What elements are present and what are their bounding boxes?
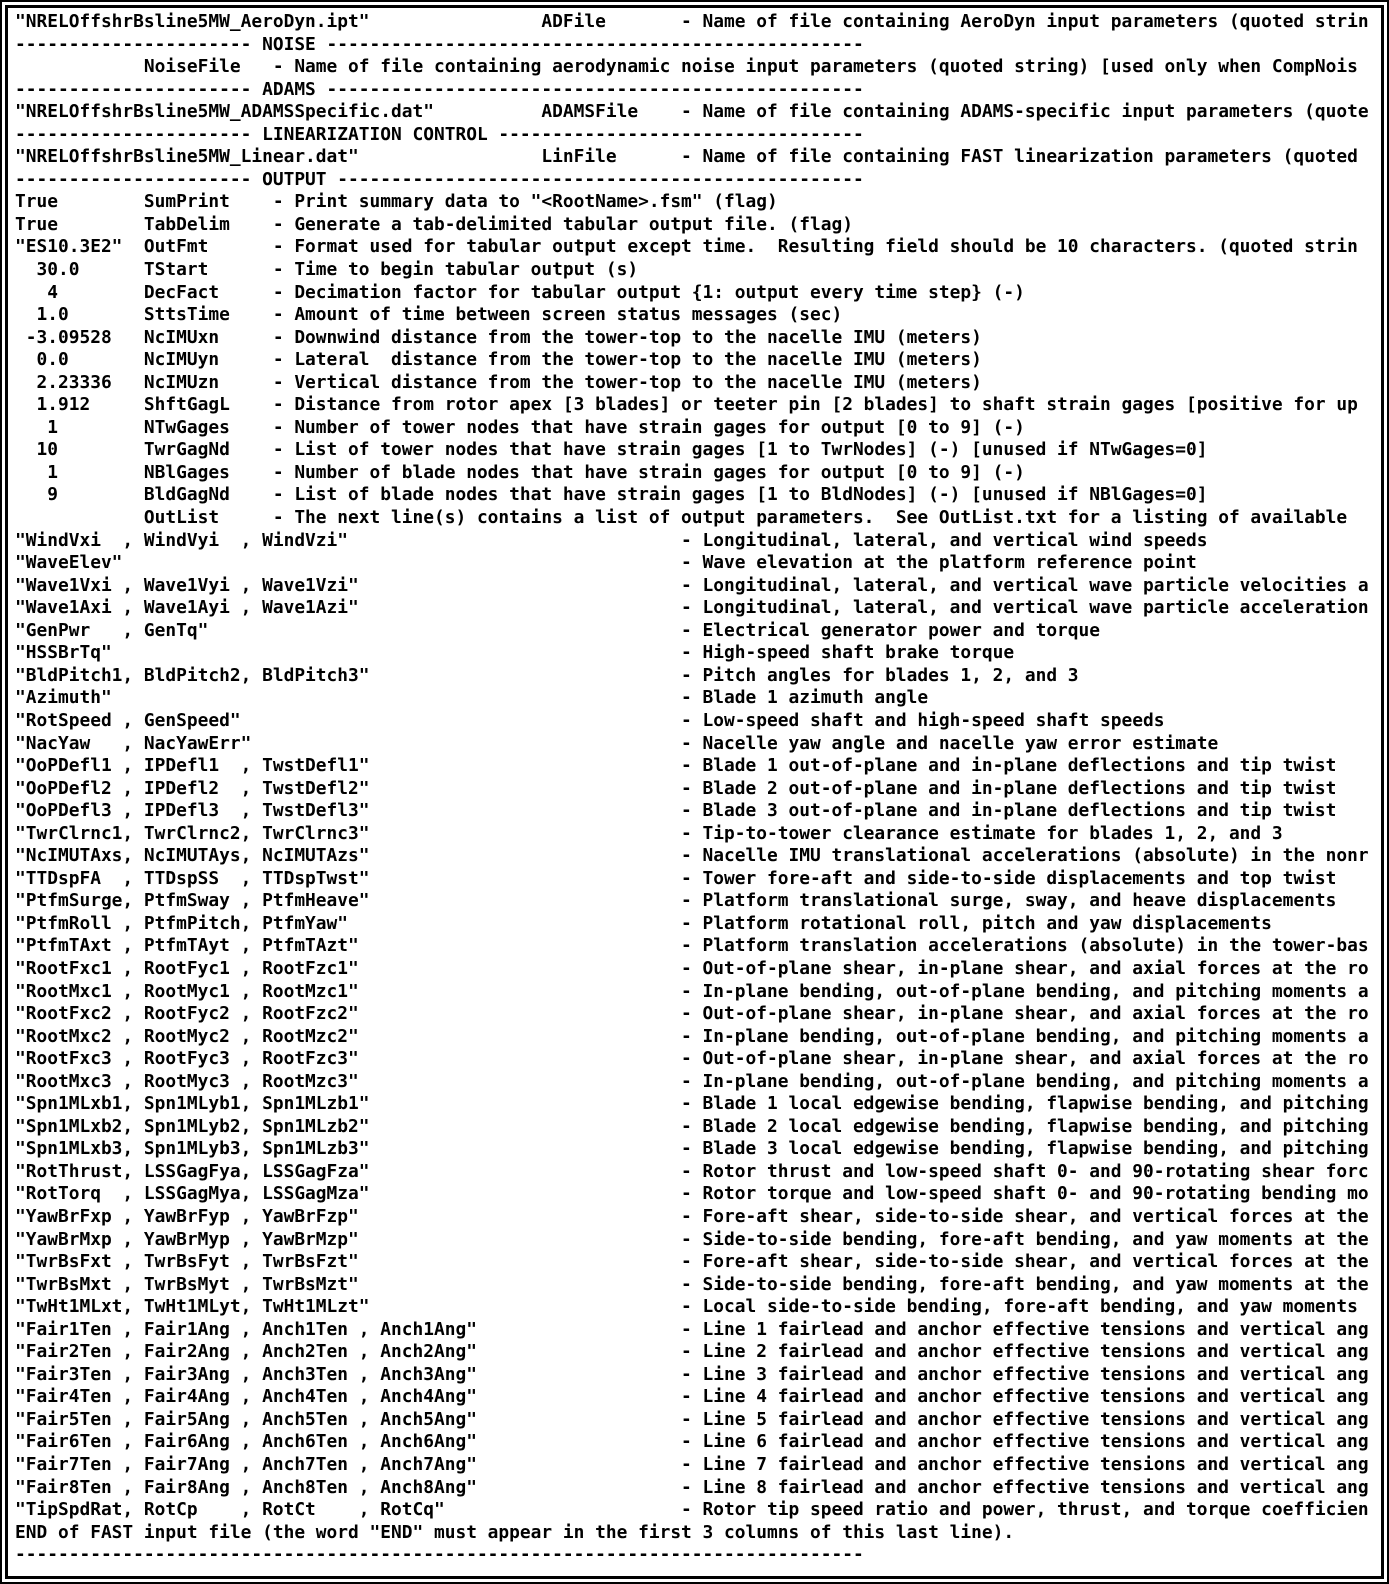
text-line: "TwrBsMxt , TwrBsMyt , TwrBsMzt" - Side-to-side bending, fore-aft bending, and yaw moments at the — [15, 1273, 1369, 1295]
text-line: 1 NBlGages - Number of blade nodes that have strain gages for output [0 to 9] (-) — [15, 461, 1025, 483]
text-line: "NacYaw , NacYawErr" - Nacelle yaw angle and nacelle yaw error estimate — [15, 732, 1219, 754]
text-line: "Fair1Ten , Fair1Ang , Anch1Ten , Anch1Ang" - Line 1 fairlead and anchor effective tensions and vertical ang — [15, 1318, 1369, 1340]
text-line: "Fair2Ten , Fair2Ang , Anch2Ten , Anch2Ang" - Line 2 fairlead and anchor effective tensions and vertical ang — [15, 1341, 1369, 1363]
text-line: -3.09528 NcIMUxn - Downwind distance from the tower-top to the nacelle IMU (meters) — [15, 326, 982, 348]
text-line: "RootMxc2 , RootMyc2 , RootMzc2" - In-plane bending, out-of-plane bending, and pitching moments a — [15, 1025, 1369, 1047]
text-line: "RotThrust, LSSGagFya, LSSGagFza" - Rotor thrust and low-speed shaft 0- and 90-rotating shear forc — [15, 1160, 1369, 1182]
text-line: "BldPitch1, BldPitch2, BldPitch3" - Pitch angles for blades 1, 2, and 3 — [15, 664, 1079, 686]
text-line: ---------------------- NOISE -------------------------------------------------- — [15, 33, 864, 55]
text-line: "Azimuth" - Blade 1 azimuth angle — [15, 687, 929, 709]
text-line: 2.23336 NcIMUzn - Vertical distance from the tower-top to the nacelle IMU (meters) — [15, 371, 982, 393]
text-line: "Fair5Ten , Fair5Ang , Anch5Ten , Anch5Ang" - Line 5 fairlead and anchor effective tensions and vertical ang — [15, 1408, 1369, 1430]
text-line: "Fair8Ten , Fair8Ang , Anch8Ten , Anch8Ang" - Line 8 fairlead and anchor effective tensions and vertical ang — [15, 1476, 1369, 1498]
text-line: True TabDelim - Generate a tab-delimited tabular output file. (flag) — [15, 213, 853, 235]
text-line: "RootMxc3 , RootMyc3 , RootMzc3" - In-plane bending, out-of-plane bending, and pitching moments a — [15, 1070, 1369, 1092]
text-line: "WaveElev" - Wave elevation at the platform reference point — [15, 552, 1197, 574]
text-line: "NRELOffshrBsline5MW_Linear.dat" LinFile - Name of file containing FAST linearization parameters (quoted — [15, 146, 1358, 168]
text-line: "YawBrMxp , YawBrMyp , YawBrMzp" - Side-to-side bending, fore-aft bending, and yaw moments at the — [15, 1228, 1369, 1250]
text-line: "HSSBrTq" - High-speed shaft brake torque — [15, 642, 1015, 664]
text-line: "Spn1MLxb2, Spn1MLyb2, Spn1MLzb2" - Blade 2 local edgewise bending, flapwise bending, and pitching — [15, 1115, 1369, 1137]
text-line: "NRELOffshrBsline5MW_AeroDyn.ipt" ADFile - Name of file containing AeroDyn input parameters (quoted strin — [15, 11, 1369, 32]
document-inner-border — [5, 5, 1384, 1579]
text-line: OutList - The next line(s) contains a list of output parameters. See OutList.txt for a listing of available — [15, 507, 1348, 529]
text-line: "Wave1Axi , Wave1Ayi , Wave1Azi" - Longitudinal, lateral, and vertical wave particle acceleration — [15, 597, 1369, 619]
text-line: 1.0 SttsTime - Amount of time between screen status messages (sec) — [15, 304, 843, 326]
text-line: "RootMxc1 , RootMyc1 , RootMzc1" - In-plane bending, out-of-plane bending, and pitching moments a — [15, 980, 1369, 1002]
text-line: "Spn1MLxb1, Spn1MLyb1, Spn1MLzb1" - Blade 1 local edgewise bending, flapwise bending, and pitching — [15, 1093, 1369, 1115]
text-line: 1 NTwGages - Number of tower nodes that have strain gages for output [0 to 9] (-) — [15, 416, 1025, 438]
fast-input-file-text — [15, 11, 1381, 1567]
text-line: "NRELOffshrBsline5MW_ADAMSSpecific.dat" ADAMSFile - Name of file containing ADAMS-specific input parameters (quote — [15, 101, 1369, 123]
text-line: "Fair4Ten , Fair4Ang , Anch4Ten , Anch4Ang" - Line 4 fairlead and anchor effective tensions and vertical ang — [15, 1386, 1369, 1408]
text-line: 0.0 NcIMUyn - Lateral distance from the tower-top to the nacelle IMU (meters) — [15, 349, 982, 371]
text-line: "TTDspFA , TTDspSS , TTDspTwst" - Tower fore-aft and side-to-side displacements and top twist — [15, 867, 1337, 889]
text-line: "RotTorq , LSSGagMya, LSSGagMza" - Rotor torque and low-speed shaft 0- and 90-rotating bending mo — [15, 1183, 1369, 1205]
text-line: "TipSpdRat, RotCp , RotCt , RotCq" - Rotor tip speed ratio and power, thrust, and torque coefficien — [15, 1499, 1369, 1521]
text-line: "GenPwr , GenTq" - Electrical generator power and torque — [15, 619, 1101, 641]
text-line: 30.0 TStart - Time to begin tabular output (s) — [15, 259, 639, 281]
text-line: "Fair6Ten , Fair6Ang , Anch6Ten , Anch6Ang" - Line 6 fairlead and anchor effective tensions and vertical ang — [15, 1431, 1369, 1453]
text-line: ------------------------------------------------------------------------------- — [15, 1544, 864, 1566]
text-line: NoiseFile - Name of file containing aerodynamic noise input parameters (quoted string) [used only when CompNois — [15, 56, 1358, 78]
text-line: "Wave1Vxi , Wave1Vyi , Wave1Vzi" - Longitudinal, lateral, and vertical wave particle velocities a — [15, 574, 1369, 596]
text-line: "RootFxc2 , RootFyc2 , RootFzc2" - Out-of-plane shear, in-plane shear, and axial forces at the ro — [15, 1003, 1369, 1025]
text-line: "WindVxi , WindVyi , WindVzi" - Longitudinal, lateral, and vertical wind speeds — [15, 529, 1208, 551]
text-line: END of FAST input file (the word "END" must appear in the first 3 columns of this last line). — [15, 1521, 1015, 1543]
text-line: "TwrClrnc1, TwrClrnc2, TwrClrnc3" - Tip-to-tower clearance estimate for blades 1, 2, and 3 — [15, 822, 1283, 844]
text-line: "TwrBsFxt , TwrBsFyt , TwrBsFzt" - Fore-aft shear, side-to-side shear, and vertical forces at the — [15, 1251, 1369, 1273]
text-line: "RotSpeed , GenSpeed" - Low-speed shaft and high-speed shaft speeds — [15, 709, 1165, 731]
text-line: ---------------------- ADAMS -------------------------------------------------- — [15, 78, 864, 100]
text-line: True SumPrint - Print summary data to "<RootName>.fsm" (flag) — [15, 191, 778, 213]
text-line: "PtfmTAxt , PtfmTAyt , PtfmTAzt" - Platform translation accelerations (absolute) in the tower-bas — [15, 935, 1369, 957]
text-line: "OoPDefl3 , IPDefl3 , TwstDefl3" - Blade 3 out-of-plane and in-plane deflections and tip twist — [15, 800, 1337, 822]
text-line: "PtfmRoll , PtfmPitch, PtfmYaw" - Platform rotational roll, pitch and yaw displacements — [15, 912, 1272, 934]
text-line: 1.912 ShftGagL - Distance from rotor apex [3 blades] or teeter pin [2 blades] to shaft strain gages [positive for up — [15, 394, 1358, 416]
text-line: 10 TwrGagNd - List of tower nodes that have strain gages [1 to TwrNodes] (-) [unused if NTwGages=0] — [15, 439, 1208, 461]
text-line: 9 BldGagNd - List of blade nodes that have strain gages [1 to BldNodes] (-) [unused if NBlGages=0] — [15, 484, 1208, 506]
text-line: "Fair7Ten , Fair7Ang , Anch7Ten , Anch7Ang" - Line 7 fairlead and anchor effective tensions and vertical ang — [15, 1454, 1369, 1475]
text-line: "RootFxc3 , RootFyc3 , RootFzc3" - Out-of-plane shear, in-plane shear, and axial forces at the ro — [15, 1048, 1369, 1070]
text-line: "YawBrFxp , YawBrFyp , YawBrFzp" - Fore-aft shear, side-to-side shear, and vertical forces at the — [15, 1205, 1369, 1227]
text-line: "OoPDefl1 , IPDefl1 , TwstDefl1" - Blade 1 out-of-plane and in-plane deflections and tip twist — [15, 755, 1337, 777]
text-line: "NcIMUTAxs, NcIMUTAys, NcIMUTAzs" - Nacelle IMU translational accelerations (absolute) in the nonr — [15, 845, 1369, 867]
text-line: ---------------------- OUTPUT ------------------------------------------------- — [15, 168, 864, 190]
text-line: "Fair3Ten , Fair3Ang , Anch3Ten , Anch3Ang" - Line 3 fairlead and anchor effective tensions and vertical ang — [15, 1363, 1369, 1385]
text-line: "TwHt1MLxt, TwHt1MLyt, TwHt1MLzt" - Local side-to-side bending, fore-aft bending, and yaw moments — [15, 1296, 1358, 1318]
text-line: "Spn1MLxb3, Spn1MLyb3, Spn1MLzb3" - Blade 3 local edgewise bending, flapwise bending, and pitching — [15, 1138, 1369, 1160]
text-line: 4 DecFact - Decimation factor for tabular output {1: output every time step} (-) — [15, 281, 1025, 303]
text-line: "OoPDefl2 , IPDefl2 , TwstDefl2" - Blade 2 out-of-plane and in-plane deflections and tip twist — [15, 777, 1337, 799]
text-line: ---------------------- LINEARIZATION CONTROL ---------------------------------- — [15, 123, 864, 145]
text-line: "PtfmSurge, PtfmSway , PtfmHeave" - Platform translational surge, sway, and heave displacements — [15, 890, 1337, 912]
text-line: "RootFxc1 , RootFyc1 , RootFzc1" - Out-of-plane shear, in-plane shear, and axial forces at the ro — [15, 957, 1369, 979]
text-line: "ES10.3E2" OutFmt - Format used for tabular output except time. Resulting field should be 10 characters. (quoted strin — [15, 236, 1358, 258]
